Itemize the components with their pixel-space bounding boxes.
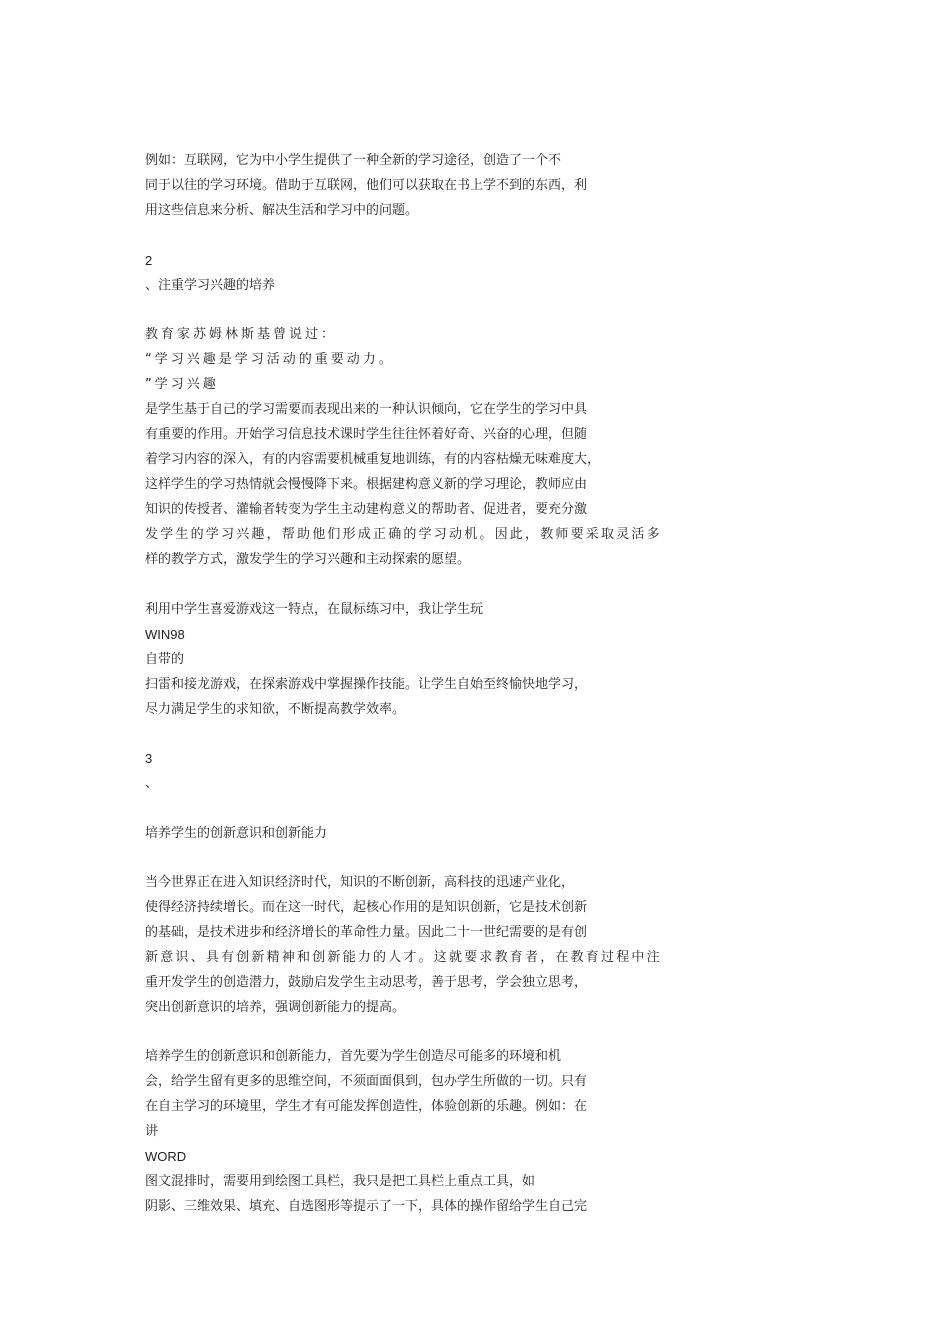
paragraph-line: 在自主学习的环境里，学生才有可能发挥创造性，体验创新的乐趣。例如：在 bbox=[145, 1099, 588, 1114]
paragraph-line: 重开发学生的创造潜力，鼓励启发学生主动思考，善于思考，学会独立思考， bbox=[145, 975, 588, 990]
paragraph-line: 知识的传授者、灌输者转变为学生主动建构意义的帮助者、促进者，要充分激 bbox=[145, 502, 588, 517]
inline-term: WORD bbox=[145, 1149, 187, 1164]
paragraph-line: 有重要的作用。开始学习信息技术课时学生往往怀着好奇、兴奋的心理，但随 bbox=[145, 427, 588, 442]
paragraph-line: 图文混排时，需要用到绘图工具栏，我只是把工具栏上重点工具，如 bbox=[145, 1174, 536, 1189]
inline-term: WIN98 bbox=[145, 627, 185, 642]
section-number: 3 bbox=[145, 751, 153, 766]
paragraph-line: 样的教学方式，激发学生的学习兴趣和主动探索的愿望。 bbox=[145, 552, 471, 567]
paragraph-line: 利用中学生喜爱游戏这一特点，在鼠标练习中，我让学生玩 bbox=[145, 602, 484, 617]
paragraph-line: 的基础，是技术进步和经济增长的革命性力量。因此二十一世纪需要的是有创 bbox=[145, 925, 588, 940]
paragraph-line: 教育家苏姆林斯基曾说过： bbox=[145, 327, 338, 342]
quote-line: “学习兴趣是学习活动的重要动力。 bbox=[145, 352, 395, 367]
quote-line: ”学习兴趣 bbox=[145, 377, 219, 392]
paragraph-line: 新意识、具有创新精神和创新能力的人才。这就要求教育者，在教育过程中注 bbox=[145, 950, 662, 965]
paragraph-line: 尽力满足学生的求知欲，不断提高教学效率。 bbox=[145, 702, 406, 717]
section-number: 2 bbox=[145, 253, 153, 268]
paragraph-line: 阴影、三维效果、填充、自选图形等提示了一下，具体的操作留给学生自己完 bbox=[145, 1199, 588, 1214]
paragraph-line: 用这些信息来分析、解决生活和学习中的问题。 bbox=[145, 203, 419, 218]
paragraph-line: 发学生的学习兴趣，帮助他们形成正确的学习动机。因此，教师要采取灵活多 bbox=[145, 527, 662, 542]
paragraph-line: 会，给学生留有更多的思维空间，不须面面俱到，包办学生所做的一切。只有 bbox=[145, 1074, 588, 1089]
paragraph-line: 同于以往的学习环境。借助于互联网，他们可以获取在书上学不到的东西，利 bbox=[145, 178, 588, 193]
section-heading: 、注重学习兴趣的培养 bbox=[145, 278, 276, 293]
paragraph-line: 当今世界正在进入知识经济时代，知识的不断创新，高科技的迅速产业化， bbox=[145, 875, 575, 890]
paragraph-line: 自带的 bbox=[145, 652, 185, 667]
paragraph-line: 突出创新意识的培养，强调创新能力的提高。 bbox=[145, 1000, 406, 1015]
paragraph-line: 着学习内容的深入，有的内容需要机械重复地训练，有的内容枯燥无味难度大， bbox=[145, 452, 601, 467]
paragraph-line: 这样学生的学习热情就会慢慢降下来。根据建构意义新的学习理论，教师应由 bbox=[145, 477, 588, 492]
paragraph-line: 使得经济持续增长。而在这一时代，起核心作用的是知识创新，它是技术创新 bbox=[145, 900, 588, 915]
paragraph-line: 是学生基于自己的学习需要而表现出来的一种认识倾向，它在学生的学习中具 bbox=[145, 402, 588, 417]
section-heading: 培养学生的创新意识和创新能力 bbox=[145, 826, 328, 841]
paragraph-line: 讲 bbox=[145, 1124, 159, 1139]
paragraph-line: 扫雷和接龙游戏，在探索游戏中掌握操作技能。让学生自始至终愉快地学习， bbox=[145, 677, 588, 692]
paragraph-line: 例如：互联网，它为中小学生提供了一种全新的学习途径，创造了一个不 bbox=[145, 153, 562, 168]
paragraph-line: 培养学生的创新意识和创新能力，首先要为学生创造尽可能多的环境和机 bbox=[145, 1049, 562, 1064]
section-separator: 、 bbox=[145, 776, 159, 791]
